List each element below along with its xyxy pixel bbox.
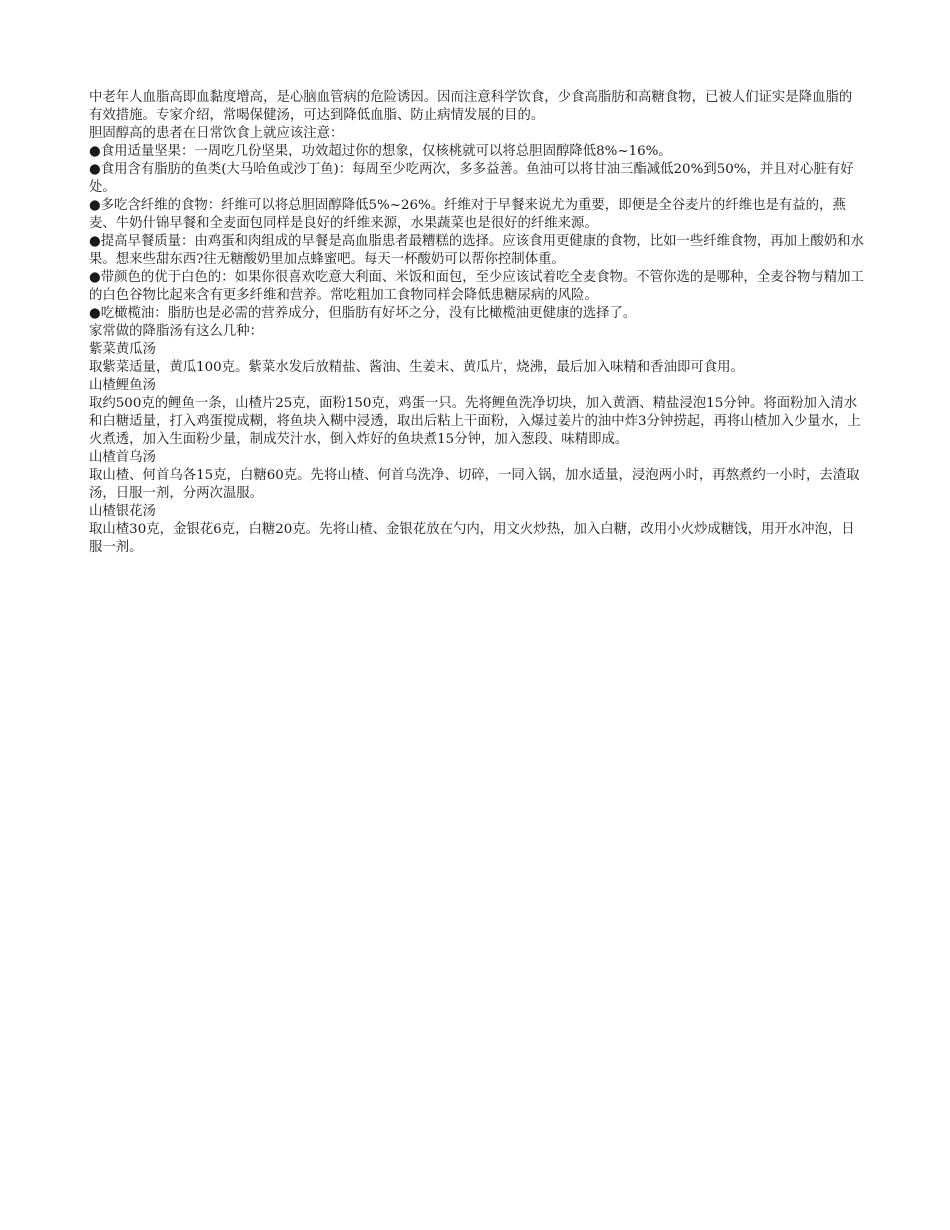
recipe-method: 取山楂、何首乌各15克，白糖60克。先将山楂、何首乌洗净、切碎，一同入锅，加水适量，浸泡两小时，再熬煮约一小时，去渣取汤，日服一剂，分两次温服。 (89, 468, 860, 501)
bullet-icon: ● (89, 198, 101, 213)
bullet-icon: ● (89, 270, 101, 285)
recipe-method: 取约500克的鲤鱼一条，山楂片25克，面粉150克，鸡蛋一只。先将鲤鱼洗净切块，加入黄酒、精盐浸泡15分钟。将面粉加入清水和白糖适量，打入鸡蛋搅成糊，将鱼块入糊中浸透，取出后粘上干面粉，入爆过姜片的油中炸3分钟捞起，再将山楂加入少量水，上火煮透，加入生面粉少量，制成芡汁水，倒入炸好的鱼块煮15分钟，加入葱段、味精即成。 (89, 396, 861, 447)
recipe-title: 紫菜黄瓜汤 (89, 342, 156, 357)
tip-item (89, 305, 864, 323)
tip-item (89, 161, 864, 197)
bullet-icon: ● (89, 162, 101, 177)
recipe-title: 山楂首乌汤 (89, 450, 156, 465)
tip-item (89, 269, 864, 305)
tip-item (89, 197, 864, 233)
recipe-method: 取紫菜适量，黄瓜100克。紫菜水发后放精盐、酱油、生姜末、黄瓜片，烧沸，最后加入味精和香油即可食用。 (89, 360, 744, 375)
recipe-title: 山楂鲤鱼汤 (89, 378, 156, 393)
tip-text: 食用适量坚果：一周吃几份坚果，功效超过你的想象，仅核桃就可以将总胆固醇降低8%~16%。 (100, 144, 672, 159)
recipe-title: 山楂银花汤 (89, 504, 156, 519)
tip-text: 提高早餐质量：由鸡蛋和肉组成的早餐是高血脂患者最糟糕的选择。应该食用更健康的食物，比如一些纤维食物，再加上酸奶和水果。想来些甜东西?往无糖酸奶里加点蜂蜜吧。每天一杯酸奶可以帮你控制体重。 (89, 234, 864, 267)
bullet-icon: ● (89, 234, 101, 249)
tip-item (89, 143, 864, 161)
tip-text: 食用含有脂肪的鱼类(大马哈鱼或沙丁鱼)：每周至少吃两次，多多益善。鱼油可以将甘油三酯减低20%到50%，并且对心脏有好处。 (89, 162, 854, 195)
intro-paragraph: 中老年人血脂高即血黏度增高，是心脑血管病的危险诱因。因而注意科学饮食，少食高脂肪和高糖食物，已被人们证实是降血脂的有效措施。专家介绍，常喝保健汤，可达到降低血脂、防止病情发展的目的。 (89, 90, 853, 123)
article (89, 89, 864, 557)
diet-advice-heading: 胆固醇高的患者在日常饮食上就应该注意： (89, 126, 344, 141)
bullet-icon: ● (89, 306, 101, 321)
tip-text: 带颜色的优于白色的：如果你很喜欢吃意大利面、米饭和面包，至少应该试着吃全麦食物。不管你选的是哪种，全麦谷物与精加工的白色谷物比起来含有更多纤维和营养。常吃粗加工食物同样会降低患糖尿病的风险。 (89, 270, 864, 303)
tip-text: 多吃含纤维的食物：纤维可以将总胆固醇降低5%~26%。纤维对于早餐来说尤为重要，即便是全谷麦片的纤维也是有益的，燕麦、牛奶什锦早餐和全麦面包同样是良好的纤维来源，水果蔬菜也是很好的纤维来源。 (89, 198, 846, 231)
tip-item (89, 233, 864, 269)
soups-heading: 家常做的降脂汤有这么几种： (89, 324, 264, 339)
bullet-icon: ● (89, 144, 101, 159)
recipe-method: 取山楂30克，金银花6克，白糖20克。先将山楂、金银花放在勺内，用文火炒热，加入白糖，改用小火炒成糖饯，用开水冲泡，日服一剂。 (89, 522, 855, 555)
tip-text: 吃橄榄油：脂肪也是必需的营养成分，但脂肪有好坏之分，没有比橄榄油更健康的选择了。 (100, 306, 637, 321)
